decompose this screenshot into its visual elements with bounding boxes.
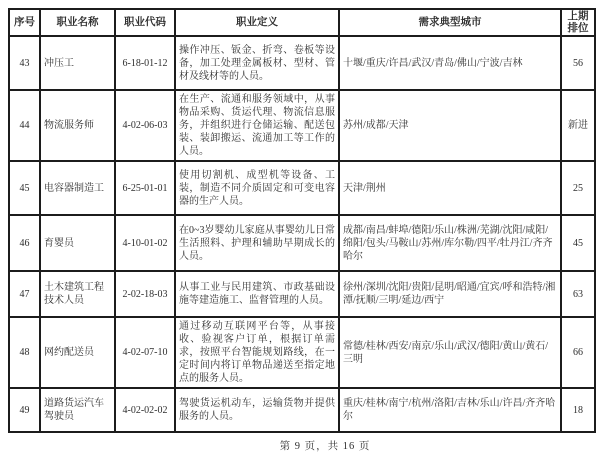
cell-occupation-definition: 在0~3岁婴幼儿家庭从事婴幼儿日常生活照料、护理和辅助早期成长的人员。 xyxy=(175,215,339,271)
cell-demand-cities: 成都/南昌/蚌埠/德阳/乐山/株洲/芜湖/沈阳/咸阳/绵阳/包头/马鞍山/苏州/库尔勒/四平/牡丹江/齐齐哈尔 xyxy=(339,215,561,271)
cell-previous-rank: 新进 xyxy=(561,90,595,161)
table-row xyxy=(9,161,595,215)
cell-occupation-name: 物流服务师 xyxy=(40,90,115,161)
table-row xyxy=(9,215,595,271)
table-row xyxy=(9,388,595,432)
cell-occupation-code: 6-25-01-01 xyxy=(115,161,175,215)
cell-occupation-code: 6-18-01-12 xyxy=(115,36,175,90)
table-row xyxy=(9,271,595,317)
cell-previous-rank: 18 xyxy=(561,388,595,432)
cell-index: 49 xyxy=(9,388,40,432)
cell-previous-rank: 45 xyxy=(561,215,595,271)
cell-demand-cities: 徐州/深圳/沈阳/贵阳/昆明/昭通/宜宾/呼和浩特/湘潭/抚顺/三明/延边/西宁 xyxy=(339,271,561,317)
col-header-occupation-definition: 职业定义 xyxy=(175,9,339,36)
cell-occupation-definition: 使用切割机、成型机等设备、工装，制造不同介质固定和可变电容器的生产人员。 xyxy=(175,161,339,215)
cell-previous-rank: 63 xyxy=(561,271,595,317)
cell-previous-rank: 56 xyxy=(561,36,595,90)
table-row xyxy=(9,317,595,388)
col-header-demand-cities: 需求典型城市 xyxy=(339,9,561,36)
cell-previous-rank: 66 xyxy=(561,317,595,388)
occupation-shortage-table xyxy=(8,8,596,433)
cell-demand-cities: 天津/荆州 xyxy=(339,161,561,215)
table-row xyxy=(9,90,595,161)
cell-occupation-name: 育婴员 xyxy=(40,215,115,271)
cell-occupation-definition: 驾驶货运机动车，运输货物并提供服务的人员。 xyxy=(175,388,339,432)
cell-occupation-definition: 通过移动互联网平台等，从事接收、验视客户订单，根据订单需求，按照平台智能规划路线，在一定时间内将订单物品递送至指定地点的服务人员。 xyxy=(175,317,339,388)
cell-index: 45 xyxy=(9,161,40,215)
cell-occupation-name: 道路货运汽车驾驶员 xyxy=(40,388,115,432)
cell-occupation-name: 网约配送员 xyxy=(40,317,115,388)
cell-index: 43 xyxy=(9,36,40,90)
page-number-footer: 第 9 页，共 16 页 xyxy=(279,441,371,452)
cell-occupation-name: 冲压工 xyxy=(40,36,115,90)
cell-demand-cities: 苏州/成都/天津 xyxy=(339,90,561,161)
cell-occupation-code: 2-02-18-03 xyxy=(115,271,175,317)
col-header-occupation-name: 职业名称 xyxy=(40,9,115,36)
cell-demand-cities: 重庆/桂林/南宁/杭州/洛阳/吉林/乐山/许昌/齐齐哈尔 xyxy=(339,388,561,432)
cell-index: 48 xyxy=(9,317,40,388)
cell-occupation-name: 电容器制造工 xyxy=(40,161,115,215)
cell-previous-rank: 25 xyxy=(561,161,595,215)
cell-demand-cities: 常德/桂林/西安/南京/乐山/武汉/德阳/黄山/黄石/三明 xyxy=(339,317,561,388)
col-header-previous-rank: 上期排位 xyxy=(561,9,595,36)
cell-occupation-name: 土木建筑工程技术人员 xyxy=(40,271,115,317)
cell-occupation-code: 4-02-06-03 xyxy=(115,90,175,161)
table-row xyxy=(9,36,595,90)
cell-index: 46 xyxy=(9,215,40,271)
cell-index: 44 xyxy=(9,90,40,161)
cell-index: 47 xyxy=(9,271,40,317)
cell-occupation-code: 4-10-01-02 xyxy=(115,215,175,271)
col-header-index: 序号 xyxy=(9,9,40,36)
cell-occupation-definition: 在生产、流通和服务领域中，从事物品采购、货运代理、物流信息服务，并组织进行仓储运输、配送包装、装卸搬运、流通加工等工作的人员。 xyxy=(175,90,339,161)
cell-occupation-definition: 操作冲压、钣金、折弯、卷板等设备，加工处理金属板材、型材、管材及线材等的人员。 xyxy=(175,36,339,90)
table-header-row xyxy=(9,9,595,36)
col-header-occupation-code: 职业代码 xyxy=(115,9,175,36)
cell-occupation-definition: 从事工业与民用建筑、市政基础设施等建造施工、监督管理的人员。 xyxy=(175,271,339,317)
cell-occupation-code: 4-02-07-10 xyxy=(115,317,175,388)
cell-occupation-code: 4-02-02-02 xyxy=(115,388,175,432)
cell-demand-cities: 十堰/重庆/许昌/武汉/青岛/佛山/宁波/吉林 xyxy=(339,36,561,90)
